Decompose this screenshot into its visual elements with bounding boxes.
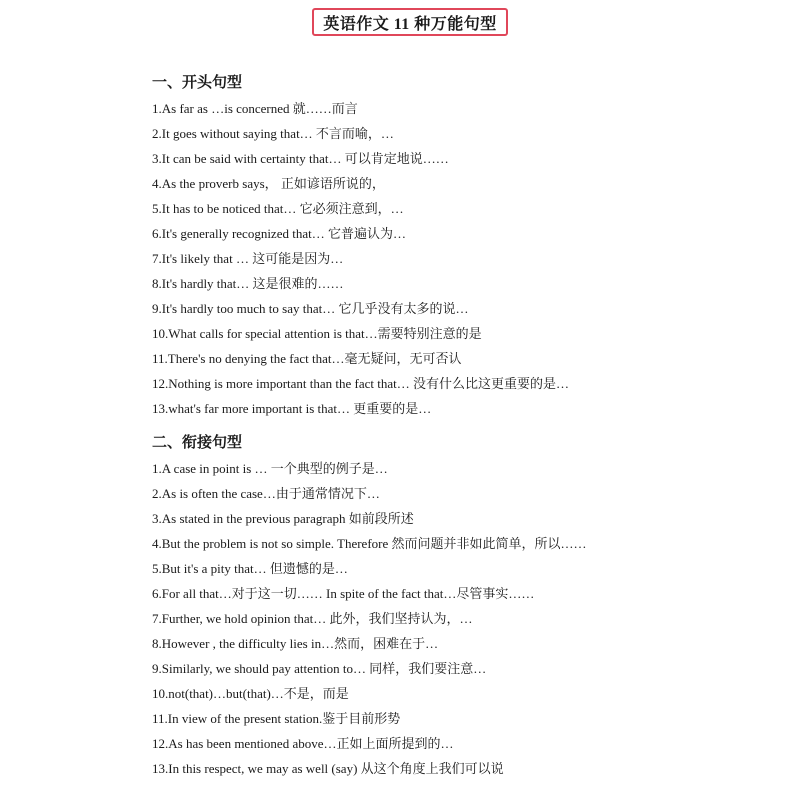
sentence-line: 1.As far as …is concerned 就……而言 bbox=[152, 101, 358, 116]
sentence-line: 4.But the problem is not so simple. Therefore 然而问题并非如此简单，所以…… bbox=[152, 536, 587, 551]
sentence-line: 7.It's likely that … 这可能是因为… bbox=[152, 251, 344, 266]
sentence-line: 6.It's generally recognized that… 它普遍认为… bbox=[152, 226, 406, 241]
section-opening-sentences bbox=[152, 70, 569, 421]
document-title: 英语作文 11 种万能句型 bbox=[312, 8, 508, 36]
sentence-line: 1.A case in point is … 一个典型的例子是… bbox=[152, 461, 388, 476]
sentence-line: 6.For all that…对于这一切…… In spite of the fact that…尽管事实…… bbox=[152, 586, 535, 601]
sentence-line: 10.What calls for special attention is that…需要特别注意的是 bbox=[152, 326, 482, 341]
sentence-line: 11.There's no denying the fact that…毫无疑问，无可否认 bbox=[152, 351, 462, 366]
sentence-line: 8.However , the difficulty lies in…然而，困难在于… bbox=[152, 636, 439, 651]
sentence-line: 3.It can be said with certainty that… 可以肯定地说…… bbox=[152, 151, 449, 166]
sentence-line: 12.As has been mentioned above…正如上面所提到的… bbox=[152, 736, 454, 751]
sentence-line: 3.As stated in the previous paragraph 如前段所述 bbox=[152, 511, 414, 526]
sentence-line: 2.It goes without saying that… 不言而喻，… bbox=[152, 126, 394, 141]
section-heading: 一、开头句型 bbox=[152, 75, 243, 91]
sentence-line: 5.It has to be noticed that… 它必须注意到，… bbox=[152, 201, 404, 216]
sentence-line: 12.Nothing is more important than the fact that… 没有什么比这更重要的是… bbox=[152, 376, 570, 391]
sentence-line: 4.As the proverb says， 正如谚语所说的， bbox=[152, 176, 385, 191]
sentence-line: 11.In view of the present station.鉴于目前形势 bbox=[152, 711, 401, 726]
sentence-line: 8.It's hardly that… 这是很难的…… bbox=[152, 276, 344, 291]
sentence-line: 5.But it's a pity that… 但遗憾的是… bbox=[152, 561, 348, 576]
sentence-line: 13.In this respect, we may as well (say) 从这个角度上我们可以说 bbox=[152, 761, 504, 776]
section-heading: 二、衔接句型 bbox=[152, 435, 243, 451]
section-transition-sentences bbox=[152, 430, 587, 781]
sentence-line: 7.Further, we hold opinion that… 此外，我们坚持认为，… bbox=[152, 611, 473, 626]
sentence-line: 9.Similarly, we should pay attention to… 同样，我们要注意… bbox=[152, 661, 487, 676]
sentence-line: 9.It's hardly too much to say that… 它几乎没有太多的说… bbox=[152, 301, 469, 316]
sentence-line: 13.what's far more important is that… 更重要的是… bbox=[152, 401, 432, 416]
sentence-line: 2.As is often the case…由于通常情况下… bbox=[152, 486, 380, 501]
sentence-line: 10.not(that)…but(that)…不是，而是 bbox=[152, 686, 349, 701]
